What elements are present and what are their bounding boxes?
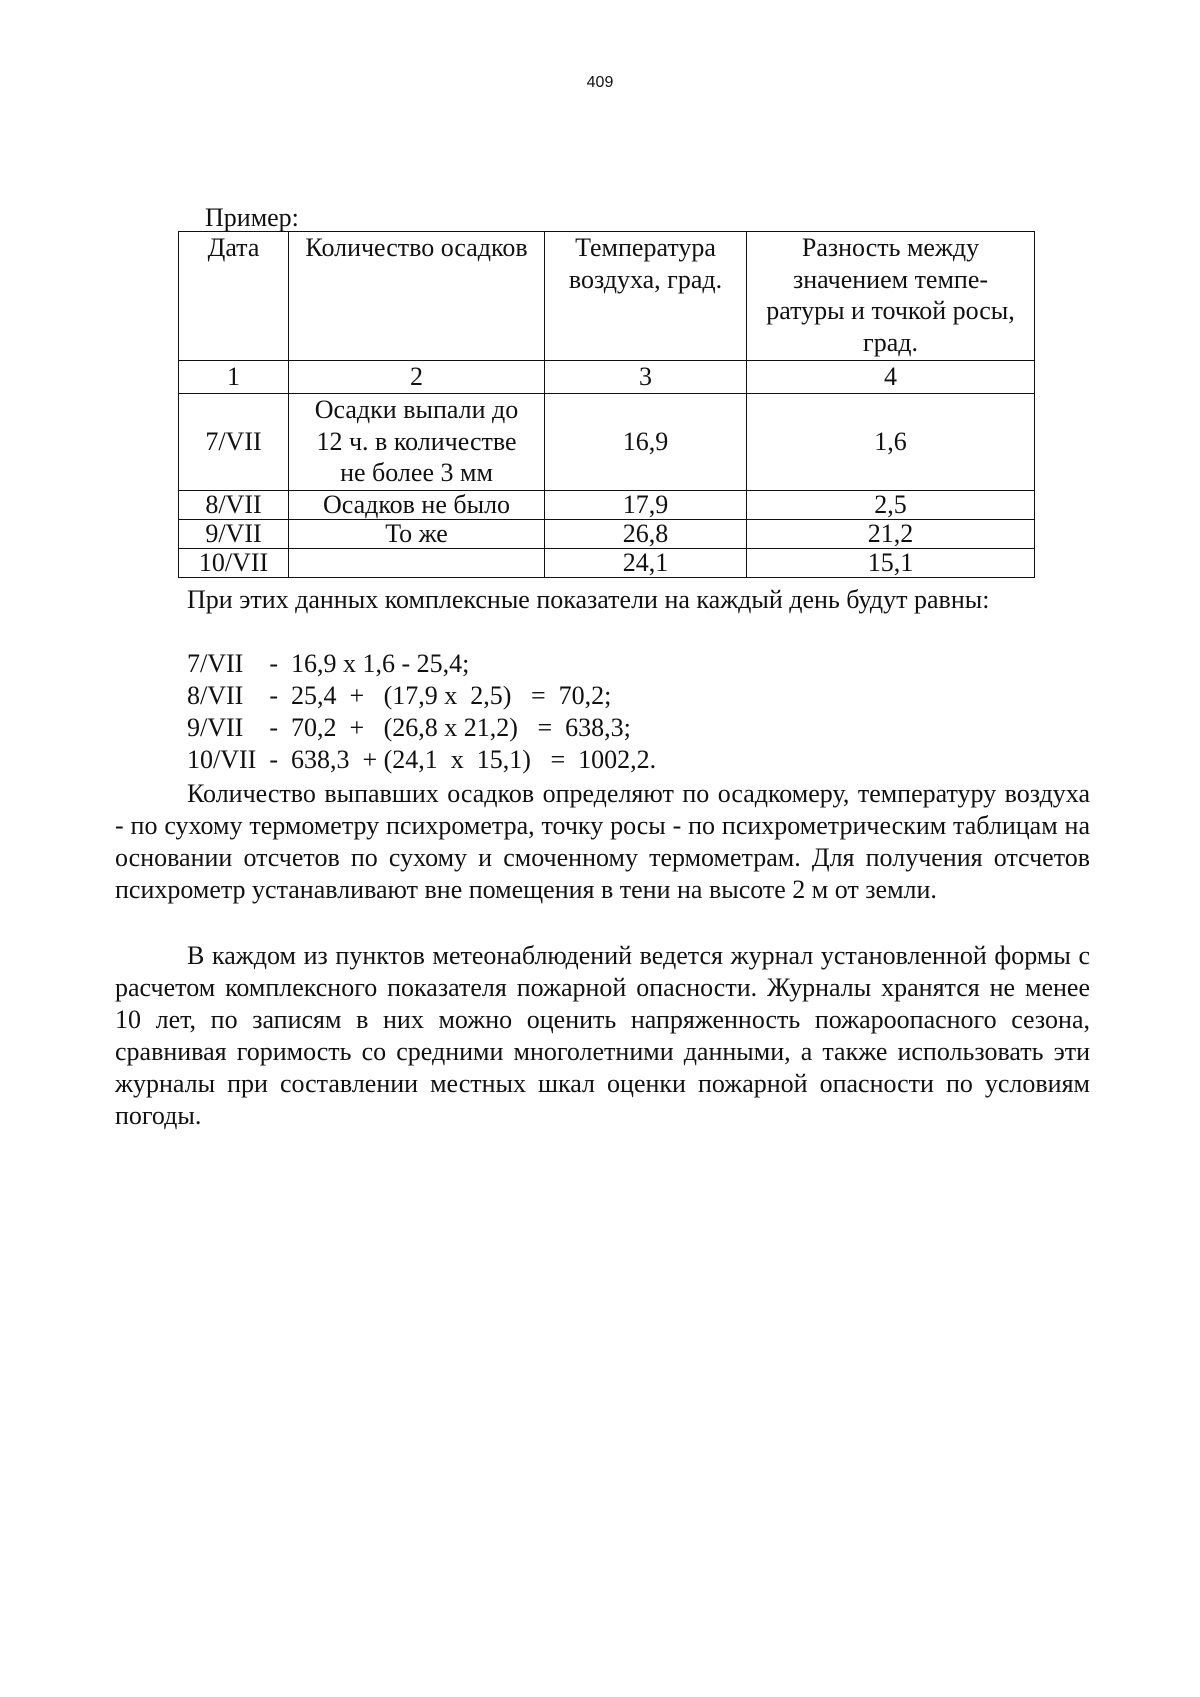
- cell-difference: 1,6: [747, 393, 1035, 490]
- cell-difference: 2,5: [747, 490, 1035, 519]
- table-row: [179, 548, 1035, 577]
- cell-difference: 21,2: [747, 519, 1035, 548]
- table-row: [179, 393, 1035, 490]
- column-number: 4: [747, 361, 1035, 394]
- calculation-line: 8/VII - 25,4 + (17,9 х 2,5) = 70,2;: [187, 681, 612, 710]
- cell-date: 10/VII: [179, 548, 289, 577]
- header-date: Дата: [179, 232, 289, 361]
- header-difference-line: значением темпе-: [792, 264, 989, 294]
- cell-precipitation: [289, 393, 545, 490]
- cell-date: 8/VII: [179, 490, 289, 519]
- calculation-line: 9/VII - 70,2 + (26,8 х 21,2) = 638,3;: [187, 713, 631, 742]
- page-number: 409: [586, 74, 614, 91]
- table-row: [179, 490, 1035, 519]
- header-temperature: [545, 232, 747, 361]
- cell-date: 9/VII: [179, 519, 289, 548]
- cell-precipitation-line: не более 3 мм: [340, 458, 493, 488]
- cell-precipitation: [289, 548, 545, 577]
- header-temperature-line: воздуха, град.: [568, 264, 723, 294]
- column-number: 1: [179, 361, 289, 394]
- example-label: Пример:: [205, 203, 299, 232]
- cell-precipitation: То же: [289, 519, 545, 548]
- cell-date: 7/VII: [179, 393, 289, 490]
- calculation-line: 10/VII - 638,3 + (24,1 х 15,1) = 1002,2.: [187, 745, 657, 774]
- calculation-line: 7/VII - 16,9 х 1,6 - 25,4;: [187, 649, 470, 678]
- body-paragraph: В каждом из пунктов метеонаблюдений ведется журнал установленной формы с расчетом комплексного показателя пожарной опасности. Журналы хранятся не менее 10 лет, по записям в них можно оценить напряженность пожароопасного сезона, сравнивая горимость со средними многолетними данными, а также использовать эти журналы при составлении местных шкал оценки пожарной опасности по условиям погоды.: [115, 941, 1090, 1130]
- header-difference-line: Разность между: [801, 233, 980, 262]
- header-precipitation: Количество осадков: [289, 232, 545, 361]
- cell-temperature: 24,1: [545, 548, 747, 577]
- table-row: [179, 519, 1035, 548]
- cell-precipitation-line: 12 ч. в количестве: [316, 426, 517, 456]
- column-number-row: [179, 361, 1035, 394]
- table-header-row: [179, 232, 1035, 361]
- cell-temperature: 26,8: [545, 519, 747, 548]
- cell-precipitation-line: Осадки выпали до: [314, 395, 519, 425]
- column-number: 3: [545, 361, 747, 394]
- header-temperature-line: Температура: [575, 233, 716, 262]
- body-paragraph: Количество выпавших осадков определяют по осадкомеру, температуру воздуха - по сухому термометру психрометра, точку росы - по психрометрическим таблицам на основании отсчетов по сухому и смоченному термометрам. Для получения отсчетов психрометр устанавливают вне помещения в тени на высоте 2 м от земли.: [115, 779, 1090, 904]
- cell-temperature: 17,9: [545, 490, 747, 519]
- header-dewpoint-difference: [747, 232, 1035, 361]
- header-difference-line: ратуры и точкой росы,: [766, 296, 1015, 325]
- cell-precipitation: Осадков не было: [289, 490, 545, 519]
- cell-temperature: 16,9: [545, 393, 747, 490]
- weather-data-table: [178, 231, 1035, 578]
- intro-text: При этих данных комплексные показатели на каждый день будут равны:: [187, 585, 990, 614]
- column-number: 2: [289, 361, 545, 394]
- cell-difference: 15,1: [747, 548, 1035, 577]
- header-difference-line: град.: [863, 327, 918, 357]
